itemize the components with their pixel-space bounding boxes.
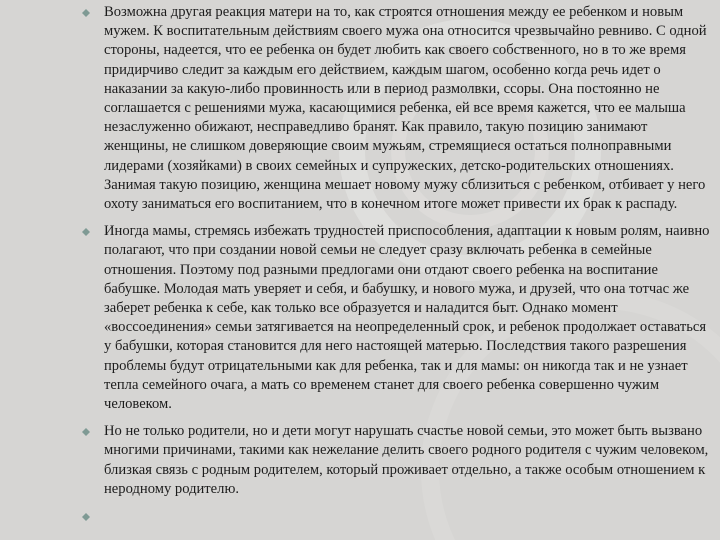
bullet-item-empty	[82, 507, 714, 526]
bullet-item	[82, 422, 714, 499]
bullet-text: Но не только родители, но и дети могут нарушать счастье новой семьи, это может быть вызвано многими причинами, такими как нежелание делить своего родного родителя с чужим человеком, близкая связь с родным родителем, который проживает отдельно, а также особым отношением к неродному родителю.	[104, 423, 709, 497]
diamond-bullet-icon	[82, 513, 90, 521]
slide-bullet-list	[82, 3, 714, 534]
diamond-bullet-icon	[82, 9, 90, 17]
bullet-item	[82, 222, 714, 414]
bullet-item	[82, 3, 714, 214]
diamond-bullet-icon	[82, 428, 90, 436]
bullet-text: Возможна другая реакция матери на то, как строятся отношения между ее ребенком и новым мужем. К воспитательным действиям своего мужа она относится чрезвычайно ревниво. С одной стороны, надеется, что ее ребенка он будет любить как своего собственного, но в то же время придирчиво следит за каждым его действием, каждым шагом, особенно когда речь идет о наказании за какую-либо провинность или в период размолвки, ссоры. Она постоянно не соглашается с решениями мужа, касающимися ребенка, ей все время кажется, что ее малыша незаслуженно обижают, несправедливо бранят. Как правило, такую позицию занимают женщины, не слишком доверяющие своим мужьям, стремящиеся остаться полноправными лидерами (хозяйками) в своих семейных и супружеских, детско-родительских отношениях. Занимая такую позицию, женщина мешает новому мужу сблизиться с ребенком, отбивает у него охоту заниматься его воспитанием, что в конечном итоге может привести их брак к распаду.	[104, 4, 707, 213]
bullet-text: Иногда мамы, стремясь избежать трудностей приспособления, адаптации к новым ролям, наивно полагают, что при создании новой семьи не следует сразу включать ребенка в семейные отношения. Поэтому под разными предлогами они отдают своего ребенка на воспитание бабушке. Молодая мать уверяет и себя, и бабушку, и нового мужа, и друзей, что она тотчас же заберет ребенка к себе, как только все образуется и наладится быт. Однако момент «воссоединения» семьи затягивается на неопределенный срок, и ребенок продолжает оставаться у бабушки, которая становится для него настоящей матерью. Последствия такого разрешения проблемы будут отрицательными как для ребенка, так и для мамы: он никогда так и не узнает тепла семейного очага, а мать со временем станет для своего ребенка совершенно чужим человеком.	[104, 223, 710, 413]
diamond-bullet-icon	[82, 228, 90, 236]
